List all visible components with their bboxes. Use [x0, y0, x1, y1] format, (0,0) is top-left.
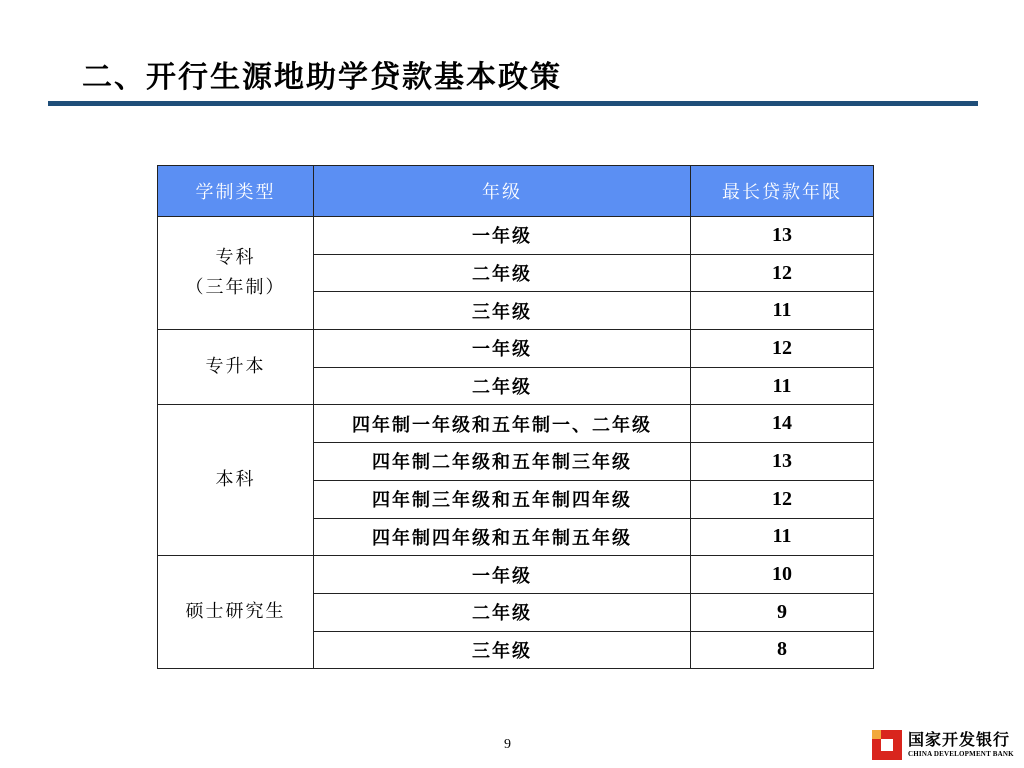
school-type-label: 专科	[215, 247, 256, 269]
grade-cell: 三年级	[314, 631, 691, 669]
header-max-loan-years: 最长贷款年限	[691, 166, 874, 217]
table-row	[158, 330, 874, 368]
cdb-logo-icon	[872, 730, 902, 760]
grade-cell: 二年级	[314, 254, 691, 292]
table-row	[158, 405, 874, 443]
grade-cell: 三年级	[314, 292, 691, 330]
page-number: 9	[504, 737, 511, 752]
school-type-cell	[158, 556, 314, 669]
years-cell: 11	[691, 518, 874, 556]
grade-cell: 二年级	[314, 367, 691, 405]
school-type-label: 硕士研究生	[185, 601, 286, 623]
grade-cell: 四年制三年级和五年制四年级	[314, 480, 691, 518]
years-cell: 12	[691, 254, 874, 292]
years-cell: 14	[691, 405, 874, 443]
table-row	[158, 556, 874, 594]
years-cell: 13	[691, 443, 874, 481]
grade-cell: 一年级	[314, 217, 691, 255]
school-type-cell	[158, 217, 314, 330]
loan-term-table	[157, 165, 874, 669]
logo-name-en: CHINA DEVELOPMENT BANK	[908, 750, 1014, 758]
school-type-sublabel: （三年制）	[185, 277, 286, 299]
years-cell: 12	[691, 480, 874, 518]
years-cell: 10	[691, 556, 874, 594]
years-cell: 11	[691, 292, 874, 330]
grade-cell: 四年制四年级和五年制五年级	[314, 518, 691, 556]
grade-cell: 二年级	[314, 593, 691, 631]
years-cell: 12	[691, 330, 874, 368]
logo-text	[908, 731, 1014, 759]
school-type-cell	[158, 330, 314, 405]
school-type-label: 本科	[215, 469, 256, 491]
page-title: 二、开行生源地助学贷款基本政策	[82, 60, 562, 95]
grade-cell: 一年级	[314, 330, 691, 368]
header-grade: 年级	[314, 166, 691, 217]
table-header-row	[158, 166, 874, 217]
years-cell: 11	[691, 367, 874, 405]
logo-name-cn: 国家开发银行	[908, 730, 1011, 749]
years-cell: 9	[691, 593, 874, 631]
title-divider	[48, 101, 978, 106]
header-school-type: 学制类型	[158, 166, 314, 217]
years-cell: 13	[691, 217, 874, 255]
grade-cell: 一年级	[314, 556, 691, 594]
table-row	[158, 217, 874, 255]
cdb-logo	[872, 730, 1014, 760]
grade-cell: 四年制二年级和五年制三年级	[314, 443, 691, 481]
school-type-label: 专升本	[205, 356, 266, 378]
school-type-cell	[158, 405, 314, 556]
grade-cell: 四年制一年级和五年制一、二年级	[314, 405, 691, 443]
years-cell: 8	[691, 631, 874, 669]
